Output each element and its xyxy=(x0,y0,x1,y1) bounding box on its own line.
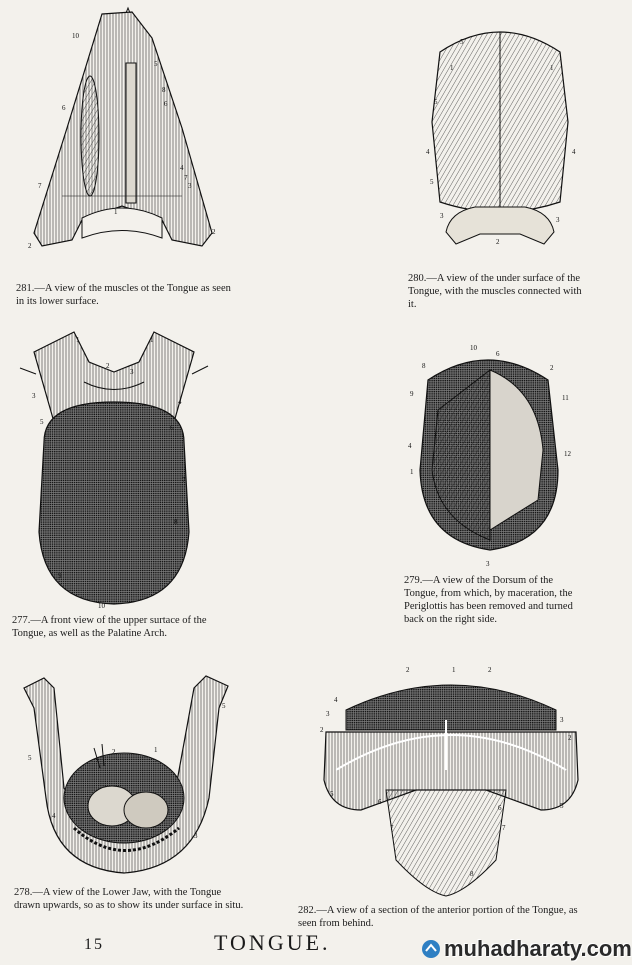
fig277-label-10: 10 xyxy=(98,602,105,610)
fig279-label-9: 9 xyxy=(410,390,414,398)
fig280-label-5a: 5 xyxy=(460,38,464,46)
figure-282-caption: 282.—A view of a section of the anterior portion of the Tongue, as seen from behind. xyxy=(298,905,578,929)
figure-281-caption: 281.—A view of the muscles ot the Tongue as seen in its lower surface. xyxy=(16,283,231,307)
watermark-logo-icon xyxy=(420,938,442,960)
fig278-label-5a: 5 xyxy=(28,754,32,762)
fig282-label-2c: 2 xyxy=(320,726,324,734)
watermark-text: muhadharaty.com xyxy=(444,936,632,961)
fig277-label-1b: 1 xyxy=(150,336,154,344)
fig277-label-6: 6 xyxy=(170,424,174,432)
fig280-label-1b: 1 xyxy=(550,64,554,72)
figure-280-caption: 280.—A view of the under surface of the Tongue, with the muscles connected with it. xyxy=(408,273,582,310)
fig282-label-5b: 5 xyxy=(560,802,564,810)
fig282-label-2d: 2 xyxy=(568,734,572,742)
fig282-label-7a: 7 xyxy=(390,824,394,832)
fig280-label-5b: 5 xyxy=(434,98,438,106)
fig281-label-8: 8 xyxy=(162,86,166,94)
fig277-label-2: 2 xyxy=(106,362,110,370)
fig279-label-8: 8 xyxy=(422,362,426,370)
fig282-label-2b: 2 xyxy=(488,666,492,674)
fig278-label-1: 1 xyxy=(154,746,158,754)
fig279-label-1: 1 xyxy=(410,468,414,476)
fig282-label-7b: 7 xyxy=(502,824,506,832)
fig282-label-6b: 6 xyxy=(498,804,502,812)
fig277-label-1a: 1 xyxy=(76,336,80,344)
fig279-label-5: 5 xyxy=(552,492,556,500)
fig281-label-6a: 6 xyxy=(62,104,66,112)
figure-282-illustration xyxy=(316,660,586,898)
fig280-label-5c: 5 xyxy=(430,178,434,186)
figure-279-illustration xyxy=(398,340,588,572)
page-number: 15 xyxy=(84,936,104,953)
page-title: TONGUE. xyxy=(214,930,331,955)
fig278-label-4: 4 xyxy=(52,812,56,820)
fig281-label-5: 5 xyxy=(154,60,158,68)
figure-277-caption: 277.—A front view of the upper surtace of the Tongue, as well as the Palatine Arch. xyxy=(12,615,207,639)
fig282-label-1: 1 xyxy=(452,666,456,674)
figure-278-caption: 278.—A view of the Lower Jaw, with the Tongue drawn upwards, so as to show its under surface in situ. xyxy=(14,887,244,911)
fig281-label-2a: 2 xyxy=(28,242,32,250)
fig277-label-9: 9 xyxy=(58,572,62,580)
fig279-label-2: 2 xyxy=(550,364,554,372)
fig277-label-3a: 3 xyxy=(130,368,134,376)
fig282-label-3a: 3 xyxy=(326,710,330,718)
fig281-label-6b: 6 xyxy=(164,100,168,108)
fig281-label-7a: 7 xyxy=(38,182,42,190)
fig281-label-2b: 2 xyxy=(212,228,216,236)
fig279-label-10: 10 xyxy=(470,344,477,352)
fig279-label-4: 4 xyxy=(408,442,412,450)
fig280-label-3a: 3 xyxy=(440,212,444,220)
figure-278-illustration xyxy=(14,668,242,880)
fig277-label-5: 5 xyxy=(40,418,44,426)
fig278-label-5b: 5 xyxy=(222,702,226,710)
fig281-label-7b: 7 xyxy=(184,174,188,182)
fig282-label-6a: 6 xyxy=(378,798,382,806)
fig282-label-5a: 5 xyxy=(330,790,334,798)
fig281-label-1: 1 xyxy=(114,208,118,216)
fig279-label-3: 3 xyxy=(486,560,490,568)
fig281-label-3: 3 xyxy=(188,182,192,190)
fig282-label-2a: 2 xyxy=(406,666,410,674)
fig280-label-4a: 4 xyxy=(426,148,430,156)
fig280-label-3b: 3 xyxy=(556,216,560,224)
figure-279-caption: 279.—A view of the Dorsum of the Tongue, from which, by maceration, the Periglottis has been removed and turned back on the right side. xyxy=(404,575,573,625)
fig282-label-3b: 3 xyxy=(560,716,564,724)
fig277-label-7: 7 xyxy=(182,476,186,484)
fig278-label-2: 2 xyxy=(112,748,116,756)
fig278-label-3: 3 xyxy=(194,832,198,840)
fig277-label-8: 8 xyxy=(174,518,178,526)
figure-281-illustration xyxy=(22,8,232,260)
fig280-label-4b: 4 xyxy=(572,148,576,156)
figure-277-illustration xyxy=(14,312,214,612)
fig280-label-1a: 1 xyxy=(450,64,454,72)
fig277-label-3b: 3 xyxy=(32,392,36,400)
figure-280-illustration xyxy=(420,22,590,262)
fig281-label-4: 4 xyxy=(180,164,184,172)
fig282-label-8: 8 xyxy=(470,870,474,878)
fig279-label-12: 12 xyxy=(564,450,571,458)
fig277-label-4: 4 xyxy=(178,398,182,406)
fig282-label-4: 4 xyxy=(334,696,338,704)
fig280-label-2: 2 xyxy=(496,238,500,246)
fig279-label-11: 11 xyxy=(562,394,569,402)
fig281-label-10: 10 xyxy=(72,32,79,40)
fig279-label-6: 6 xyxy=(496,350,500,358)
